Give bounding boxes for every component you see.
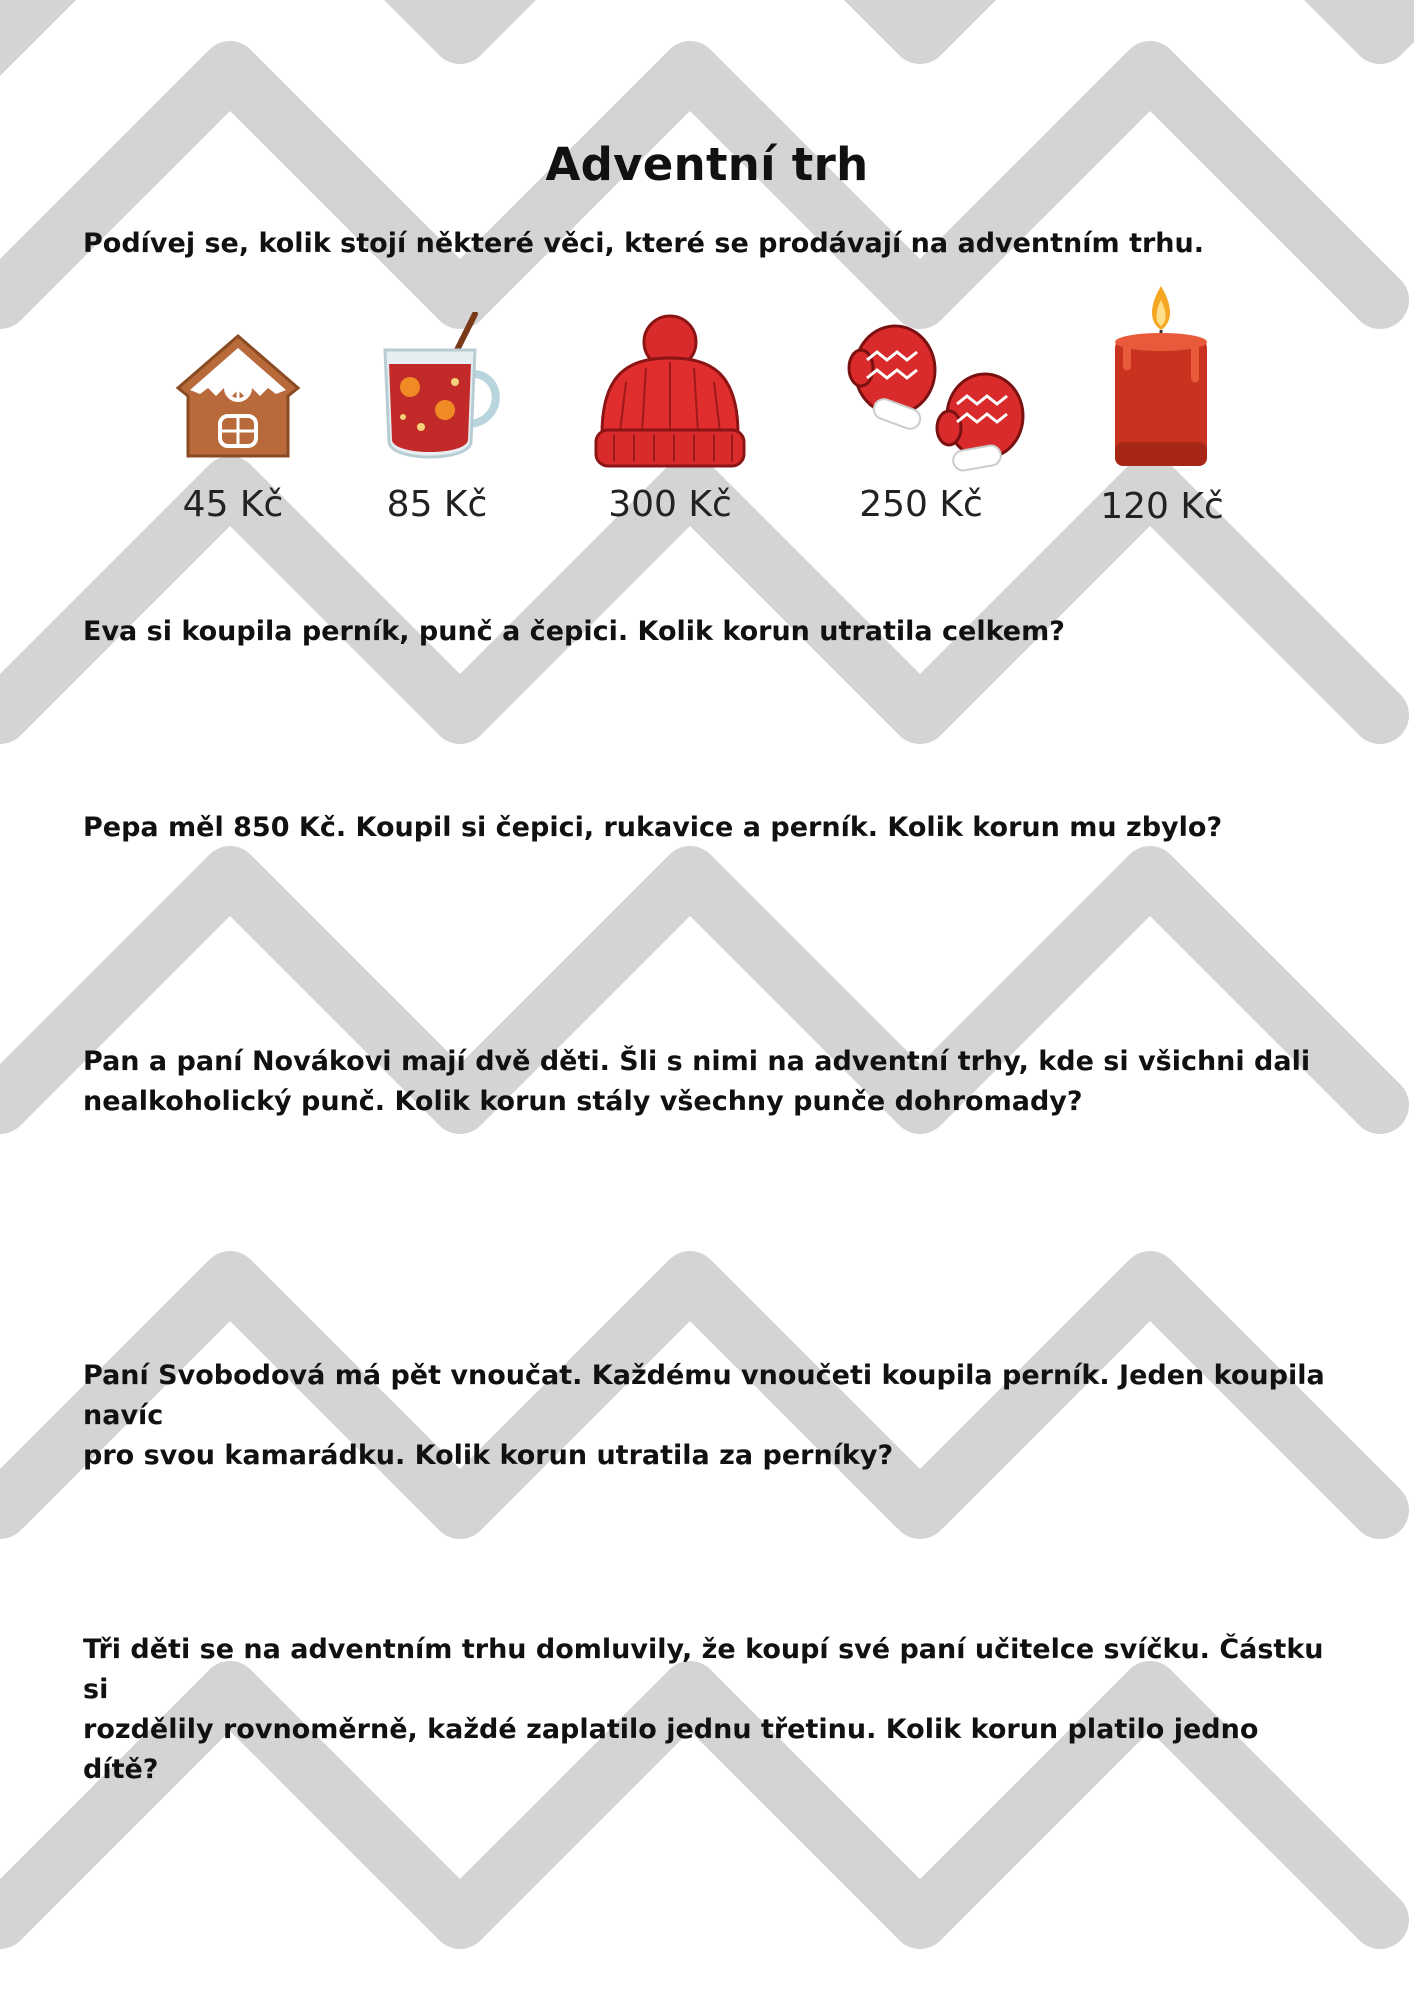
question-3 — [83, 1042, 1343, 1122]
winter-hat-icon — [590, 312, 750, 477]
price-gingerbread: 45 Kč — [182, 484, 284, 525]
mittens-icon — [845, 320, 1045, 480]
question-5-line-1: Tři děti se na adventním trhu domluvily, že koupí své paní učitelce svíčku. Částku si — [83, 1634, 1324, 1705]
gingerbread-house-icon — [168, 328, 308, 468]
question-4 — [83, 1356, 1343, 1476]
price-candle: 120 Kč — [1100, 486, 1224, 527]
product-candle — [1051, 282, 1271, 472]
question-1 — [83, 612, 1343, 652]
product-punch — [330, 312, 550, 472]
question-3-line-1: Pan a paní Novákovi mají dvě děti. Šli s nimi na adventní trhy, kde si všichni dali — [83, 1046, 1311, 1077]
question-3-line-2: nealkoholický punč. Kolik korun stály všechny punče dohromady? — [83, 1086, 1083, 1117]
product-mittens — [835, 320, 1055, 480]
page-title: Adventní trh — [545, 138, 869, 191]
question-1-line-1: Eva si koupila perník, punč a čepici. Kolik korun utratila celkem? — [83, 616, 1065, 647]
price-mittens: 250 Kč — [859, 484, 983, 525]
candle-icon — [1101, 282, 1221, 472]
price-hat: 300 Kč — [608, 484, 732, 525]
punch-mug-icon — [375, 312, 505, 472]
question-2 — [83, 808, 1343, 848]
intro-text: Podívej se, kolik stojí některé věci, které se prodávají na adventním trhu. — [83, 228, 1204, 259]
question-5 — [83, 1630, 1343, 1790]
question-4-line-2: pro svou kamarádku. Kolik korun utratila za perníky? — [83, 1440, 894, 1471]
question-5-line-2: rozdělily rovnoměrně, každé zaplatilo jednu třetinu. Kolik korun platilo jedno dítě? — [83, 1714, 1259, 1785]
product-gingerbread — [128, 328, 348, 468]
price-punch: 85 Kč — [386, 484, 488, 525]
question-2-line-1: Pepa měl 850 Kč. Koupil si čepici, rukavice a perník. Kolik korun mu zbylo? — [83, 812, 1223, 843]
question-4-line-1: Paní Svobodová má pět vnoučat. Každému vnoučeti koupila perník. Jeden koupila navíc — [83, 1360, 1325, 1431]
product-hat — [560, 312, 780, 477]
